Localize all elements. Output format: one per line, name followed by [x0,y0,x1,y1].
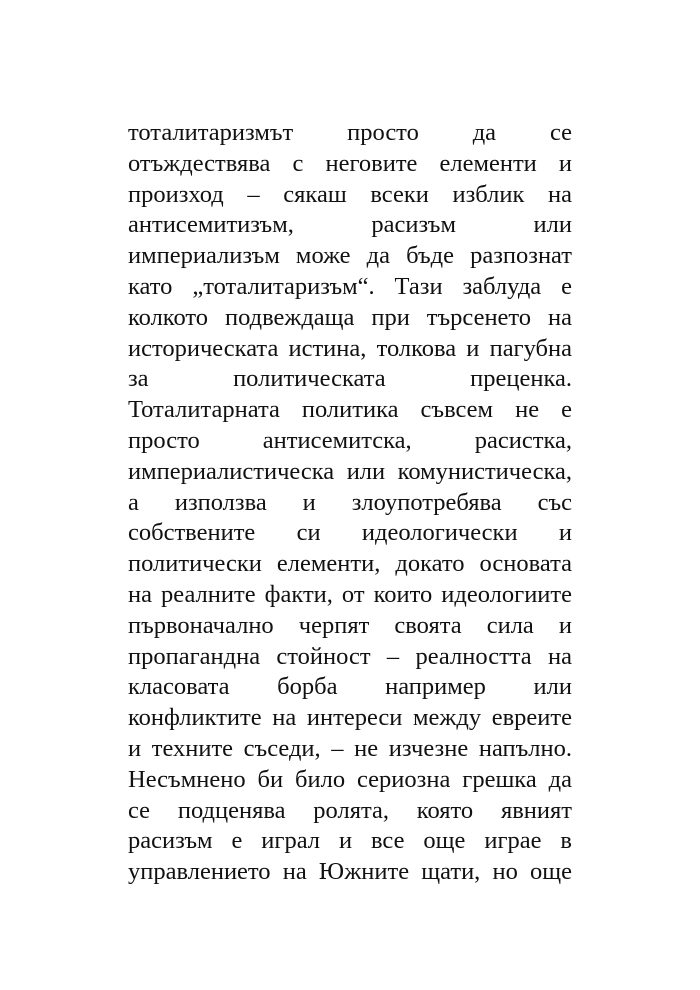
text-line: расизъм е играл и все още играе в [128,827,572,855]
text-line: просто антисемитска, расистка, [128,426,572,454]
text-line: произход – сякаш всеки изблик на [128,180,572,208]
text-line: Тоталитарната политика съвсем не е [128,396,572,424]
text-line: историческата истина, толкова и пагубна [128,334,572,362]
text-line: първоначално черпят своята сила и [128,611,572,639]
text-line: се подценява ролята, която явният [128,796,572,824]
body-text [128,118,572,888]
text-line: управлението на Южните щати, но още [128,858,572,886]
text-line: на реалните факти, от които идеологиите [128,580,572,608]
text-line: империалистическа или комунистическа, [128,457,572,485]
text-line: антисемитизъм, расизъм или [128,211,572,239]
text-line: за политическата преценка. [128,365,572,393]
text-line: пропагандна стойност – реалността на [128,642,572,670]
text-line: империализъм може да бъде разпознат [128,242,572,270]
text-line: конфликтите на интереси между евреите [128,704,572,732]
text-line: политически елементи, докато основата [128,550,572,578]
text-line: като „тоталитаризъм“. Тази заблуда е [128,272,572,300]
text-line: собствените си идеологически и [128,519,572,547]
text-line: отъждествява с неговите елементи и [128,149,572,177]
text-line: а използва и злоупотребява със [128,488,572,516]
text-line: класовата борба например или [128,673,572,701]
text-line: тоталитаризмът просто да се [128,119,572,146]
text-line: Несъмнено би било сериозна грешка да [128,765,572,793]
text-line: и техните съседи, – не изчезне напълно. [128,734,572,762]
text-line: колкото подвеждаща при търсенето на [128,303,572,331]
